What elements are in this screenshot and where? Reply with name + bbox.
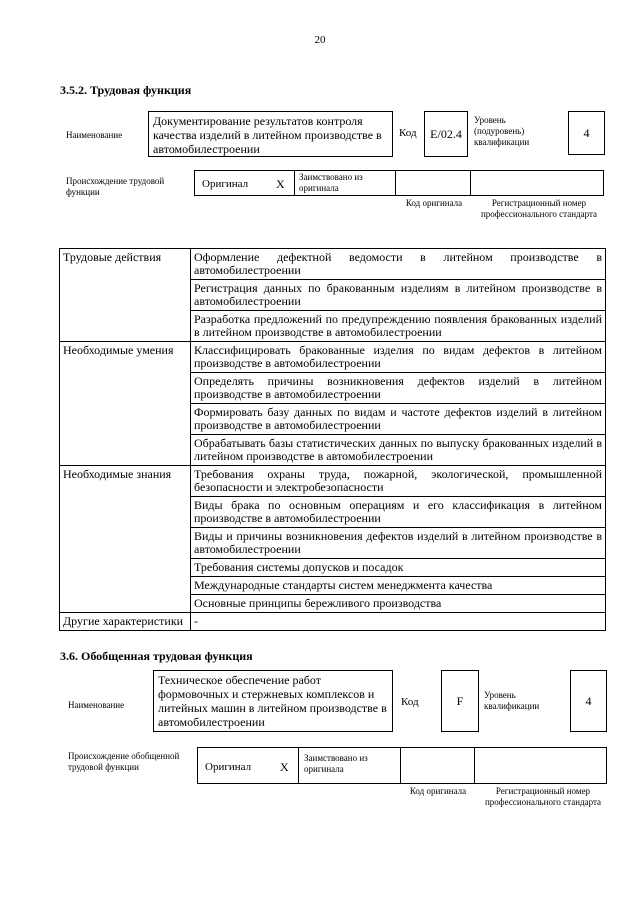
level-label: Уровень (подуровень) квалификации [474, 115, 530, 147]
table-cell: Требования охраны труда, пожарной, экологической, промышленной безопасности и электробезопасности [191, 466, 606, 497]
table-row [60, 342, 606, 373]
level-value: 4 [568, 111, 605, 155]
table-row [60, 613, 606, 631]
code-label: Код [401, 696, 419, 708]
borrowed-label: Заимствовано из оригинала [299, 172, 363, 193]
category-cell: Необходимые умения [60, 342, 191, 466]
reg-number-label: Регистрационный номер профессионального стандарта [480, 198, 598, 219]
table-cell: Основные принципы бережливого производства [191, 595, 606, 613]
origin-label: Происхождение обобщенной трудовой функции [68, 751, 180, 772]
table-cell: Международные стандарты систем менеджмента качества [191, 577, 606, 595]
orig-code-label: Код оригинала [405, 198, 463, 208]
table-cell: Оформление дефектной ведомости в литейном производстве в автомобилестроении [191, 249, 606, 280]
table-cell: Формировать базу данных по видам и частоте дефектов изделий в литейном производстве в автомобилестроении [191, 404, 606, 435]
level-value: 4 [570, 670, 607, 732]
category-cell: Другие характеристики [60, 613, 191, 631]
divider [294, 170, 295, 196]
category-cell: Трудовые действия [60, 249, 191, 342]
section-heading-352: 3.5.2. Трудовая функция [60, 83, 192, 97]
divider [298, 747, 299, 784]
table-cell: Виды брака по основным операциям и его классификация в литейном производстве в автомобилестроении [191, 497, 606, 528]
table-cell: - [191, 613, 606, 631]
original-label: Оригинал [202, 178, 249, 190]
original-mark: X [280, 760, 289, 774]
origin-grid [194, 170, 604, 196]
page-number: 20 [314, 34, 326, 46]
reg-number-label: Регистрационный номер профессионального стандарта [484, 786, 602, 807]
table-cell: Виды и причины возникновения дефектов изделий в литейном производстве в автомобилестроении [191, 528, 606, 559]
name-label: Наименование [68, 700, 125, 710]
table-cell: Разработка предложений по предупреждению появления бракованных изделий в литейном производстве в автомобилестроении [191, 311, 606, 342]
category-cell: Необходимые знания [60, 466, 191, 613]
divider [395, 170, 396, 196]
table-row [60, 466, 606, 497]
labor-function-table [59, 248, 606, 631]
name-value: Документирование результатов контроля качества изделий в литейном производстве в автомобилестроении [148, 111, 393, 157]
divider [474, 747, 475, 784]
origin-label: Происхождение трудовой функции [66, 176, 165, 197]
code-value: E/02.4 [424, 111, 468, 157]
code-label: Код [399, 127, 417, 139]
code-value: F [441, 670, 479, 732]
name-label: Наименование [66, 130, 123, 140]
divider [470, 170, 471, 196]
table-cell: Требования системы допусков и посадок [191, 559, 606, 577]
section-heading-36: 3.6. Обобщенная трудовая функция [60, 649, 253, 663]
table-cell: Определять причины возникновения дефектов изделий в литейном производстве в автомобилестроении [191, 373, 606, 404]
table-row [60, 249, 606, 280]
original-mark: X [276, 177, 285, 191]
level-label: Уровень квалификации [484, 690, 540, 711]
divider [400, 747, 401, 784]
origin-grid [197, 747, 607, 784]
original-label: Оригинал [205, 761, 252, 773]
table-cell: Классифицировать бракованные изделия по видам дефектов в литейном производстве в автомобилестроении [191, 342, 606, 373]
orig-code-label: Код оригинала [409, 786, 467, 796]
table-cell: Регистрация данных по бракованным изделиям в литейном производстве в автомобилестроении [191, 280, 606, 311]
borrowed-label: Заимствовано из оригинала [304, 753, 368, 774]
name-value: Техническое обеспечение работ формовочных и стержневых комплексов и литейных машин в литейном производстве в автомобилестроении [153, 670, 393, 732]
table-cell: Обрабатывать базы статистических данных по выпуску бракованных изделий в литейном производстве в автомобилестроении [191, 435, 606, 466]
